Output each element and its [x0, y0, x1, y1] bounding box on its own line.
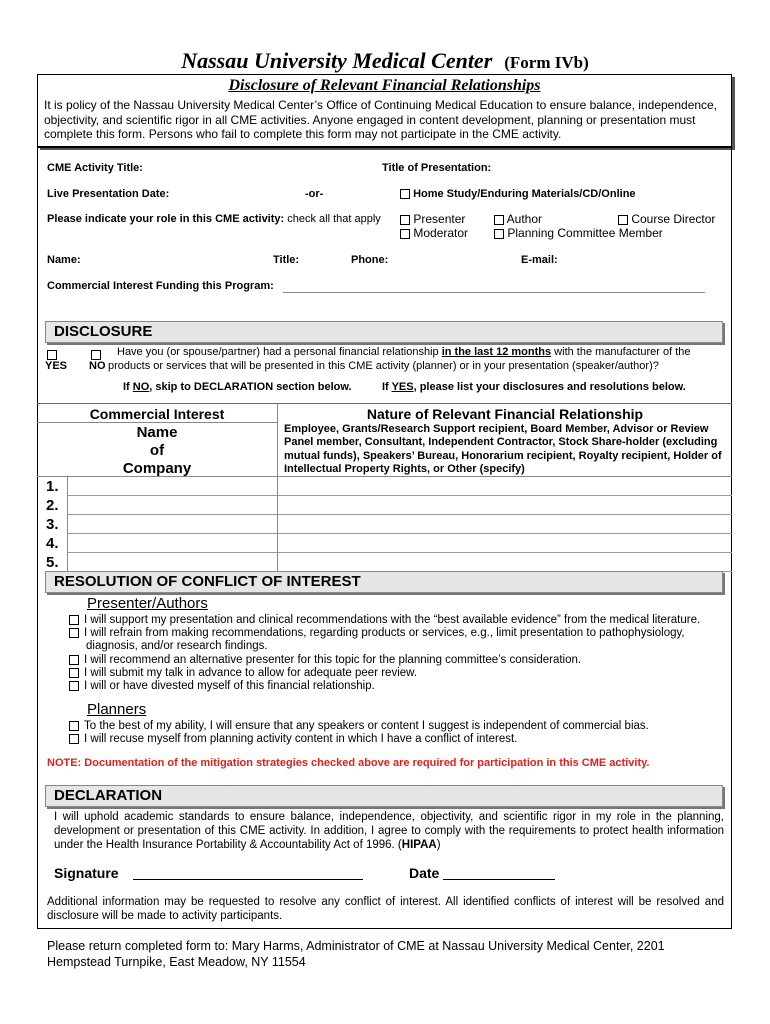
org-name: Nassau University Medical Center: [181, 48, 493, 73]
resolution-heading: RESOLUTION OF CONFLICT OF INTEREST: [45, 571, 723, 593]
cme-title-label: CME Activity Title:: [47, 162, 143, 174]
form-title: [0, 48, 770, 74]
col2-desc: Employee, Grants/Research Support recipient, Board Member, Advisor or Review Panel member, Consultant, Independent Contractor, Stock Share-holder (excluding mutual funds), Speakers’ Bureau, Honorarium recipient, Royalty recipient, Holder of Intellectual Property Rights, or Other (specify): [284, 423, 722, 475]
declaration-hipaa: HIPAA: [401, 839, 437, 851]
home-study-option[interactable]: [400, 188, 636, 200]
presenter-checkbox[interactable]: [400, 215, 410, 225]
planning-checkbox[interactable]: [494, 229, 504, 239]
col1-sub-of: of: [149, 442, 165, 459]
table-top-rule: [37, 403, 732, 404]
role-author-label: Author: [506, 212, 543, 226]
moderator-checkbox[interactable]: [400, 229, 410, 239]
role-presenter[interactable]: [400, 212, 465, 226]
table-row-company-cell[interactable]: [67, 515, 277, 534]
presenter-item-5-text: I will or have divested myself of this financial relationship.: [84, 680, 375, 692]
disclosure-heading: DISCLOSURE: [45, 321, 723, 343]
if-no-instruction: [123, 381, 352, 393]
live-date-label: Live Presentation Date:: [47, 188, 170, 200]
role-course-director-label: Course Director: [631, 212, 716, 226]
planners-heading: Planners: [87, 701, 147, 718]
presenter-item-4-checkbox[interactable]: [69, 668, 79, 678]
table-row-company-cell[interactable]: [67, 534, 277, 553]
presenter-item-5[interactable]: [69, 680, 375, 693]
home-study-label: Home Study/Enduring Materials/CD/Online: [413, 188, 636, 200]
presenter-item-2-cont: diagnosis, and/or research findings.: [86, 640, 268, 652]
col2-header: Nature of Relevant Financial Relationship: [366, 406, 644, 422]
signature-line[interactable]: [133, 879, 363, 880]
presenter-item-3-checkbox[interactable]: [69, 655, 79, 665]
funding-line[interactable]: [283, 292, 705, 293]
col1-sub-name: Name: [136, 424, 178, 441]
table-row-number: 3.: [46, 516, 59, 533]
planner-item-2[interactable]: [69, 733, 517, 746]
phone-label: Phone:: [351, 254, 389, 266]
role-moderator[interactable]: [400, 226, 468, 240]
author-checkbox[interactable]: [494, 215, 504, 225]
if-yes-instruction: [382, 381, 686, 393]
presenter-item-2-text: I will refrain from making recommendations, regarding products or services, e.g., limit presentation to pathophysiology,: [84, 627, 685, 639]
table-header-rule-left: [37, 422, 277, 423]
table-row-company-cell[interactable]: [67, 553, 277, 572]
no-checkbox[interactable]: [91, 350, 101, 360]
or-label: -or-: [305, 188, 324, 200]
planner-item-2-text: I will recuse myself from planning activity content in which I have a conflict of interest.: [84, 733, 518, 745]
presenter-item-2[interactable]: [69, 627, 685, 640]
table-row-company-cell[interactable]: [67, 477, 277, 496]
mitigation-note: NOTE: Documentation of the mitigation strategies checked above are required for participation in this CME activity.: [47, 757, 650, 769]
table-row-relationship-cell[interactable]: [278, 553, 732, 572]
declaration-heading: DECLARATION: [45, 785, 723, 807]
role-prompt: [47, 213, 381, 225]
question-emph: in the last 12 months: [441, 346, 552, 358]
yes-label: YES: [45, 360, 68, 372]
return-line-1: Please return completed form to: Mary Harms, Administrator of CME at Nassau University Medical Center, 2201: [47, 939, 665, 953]
policy-text: It is policy of the Nassau University Medical Center’s Office of Continuing Medical Education to ensure balance, independence, objectivity, and scientific rigor in all CME activities. Anyone engaged in content development, planning or presentation must complete this form. Persons who fail to complete this form may not participate in the CME activity.: [44, 98, 718, 141]
role-planning-label: Planning Committee Member: [507, 226, 663, 240]
if-no-pre: If: [123, 381, 133, 393]
col1-sub-company: Company: [122, 460, 192, 477]
presenter-item-1-text: I will support my presentation and clinical recommendations with the “best available evidence” from the medical literature.: [84, 614, 701, 626]
role-prompt-bold: Please indicate your role in this CME activity:: [47, 213, 285, 225]
table-row-number: 4.: [46, 535, 59, 552]
if-yes-pre: If: [382, 381, 392, 393]
presenters-heading: Presenter/Authors: [87, 595, 208, 612]
declaration-text-post: ): [436, 839, 441, 851]
role-planning[interactable]: [494, 226, 663, 240]
no-label: NO: [89, 360, 106, 372]
table-row-company-cell[interactable]: [67, 496, 277, 515]
table-row-number: 1.: [46, 478, 59, 495]
question-post: with the manufacturer of the: [551, 346, 691, 358]
presentation-title-label: Title of Presentation:: [382, 162, 492, 174]
funding-label: Commercial Interest Funding this Program:: [47, 280, 274, 292]
home-study-checkbox[interactable]: [400, 189, 410, 199]
presenter-item-1-checkbox[interactable]: [69, 615, 79, 625]
presenter-item-1[interactable]: [69, 614, 700, 627]
presenter-item-2-checkbox[interactable]: [69, 628, 79, 638]
role-prompt-rest: check all that apply: [284, 213, 381, 225]
declaration-text-pre: I will uphold academic standards to ensure balance, independence, objectivity, and scientific rigor in my role in the planning, development or presentation of this CME activity. In addition, I agree to comply with the requirements to protect health information under the Health Insurance Portability & Accountability Act of 1996. (: [54, 811, 724, 851]
col1-header: Commercial Interest: [89, 406, 225, 422]
presenter-item-4[interactable]: [69, 667, 417, 680]
name-label: Name:: [47, 254, 81, 266]
if-no-word: NO: [132, 381, 150, 393]
declaration-text: [54, 810, 724, 852]
role-course-director[interactable]: [618, 212, 715, 226]
additional-info: Additional information may be requested to resolve any conflict of interest. All identified conflicts of interest will be resolved and disclosure will be made to activity participants.: [47, 896, 724, 922]
planner-item-1-text: To the best of my ability, I will ensure that any speakers or content I suggest is independent of commercial bias.: [84, 720, 649, 732]
course-director-checkbox[interactable]: [618, 215, 628, 225]
email-label: E-mail:: [521, 254, 558, 266]
table-row-number: 2.: [46, 497, 59, 514]
form-subtitle: Disclosure of Relevant Financial Relationships: [228, 77, 541, 94]
presenter-item-3[interactable]: [69, 654, 581, 667]
role-moderator-label: Moderator: [413, 226, 469, 240]
date-line[interactable]: [443, 879, 555, 880]
role-author[interactable]: [494, 212, 542, 226]
if-yes-word: YES: [391, 381, 414, 393]
disclosure-question-line2: products or services that will be presented in this CME activity (planner) or in your presentation (speaker/author)?: [108, 360, 659, 372]
table-row-relationship-cell[interactable]: [278, 477, 732, 496]
table-row-relationship-cell[interactable]: [278, 496, 732, 515]
if-no-post: , skip to DECLARATION section below.: [149, 381, 352, 393]
table-row-relationship-cell[interactable]: [278, 515, 732, 534]
date-label: Date: [409, 865, 440, 881]
planner-item-1[interactable]: [69, 720, 649, 733]
planner-item-1-checkbox[interactable]: [69, 721, 79, 731]
question-pre: Have you (or spouse/partner) had a personal financial relationship: [117, 346, 442, 358]
table-row-number: 5.: [46, 554, 59, 571]
table-row-relationship-cell[interactable]: [278, 534, 732, 553]
disclosure-question: [117, 346, 722, 359]
return-line-2: Hempstead Turnpike, East Meadow, NY 11554: [47, 955, 306, 969]
if-yes-post: , please list your disclosures and resolutions below.: [413, 381, 686, 393]
yes-checkbox[interactable]: [47, 350, 57, 360]
presenter-item-3-text: I will recommend an alternative presenter for this topic for the planning committee’s consideration.: [84, 654, 582, 666]
signature-label: Signature: [54, 865, 119, 881]
role-presenter-label: Presenter: [413, 212, 466, 226]
form-id: (Form IVb): [504, 53, 589, 72]
presenter-item-4-text: I will submit my talk in advance to allow for adequate peer review.: [84, 667, 418, 679]
title-label: Title:: [273, 254, 300, 266]
presenter-item-5-checkbox[interactable]: [69, 681, 79, 691]
planner-item-2-checkbox[interactable]: [69, 734, 79, 744]
